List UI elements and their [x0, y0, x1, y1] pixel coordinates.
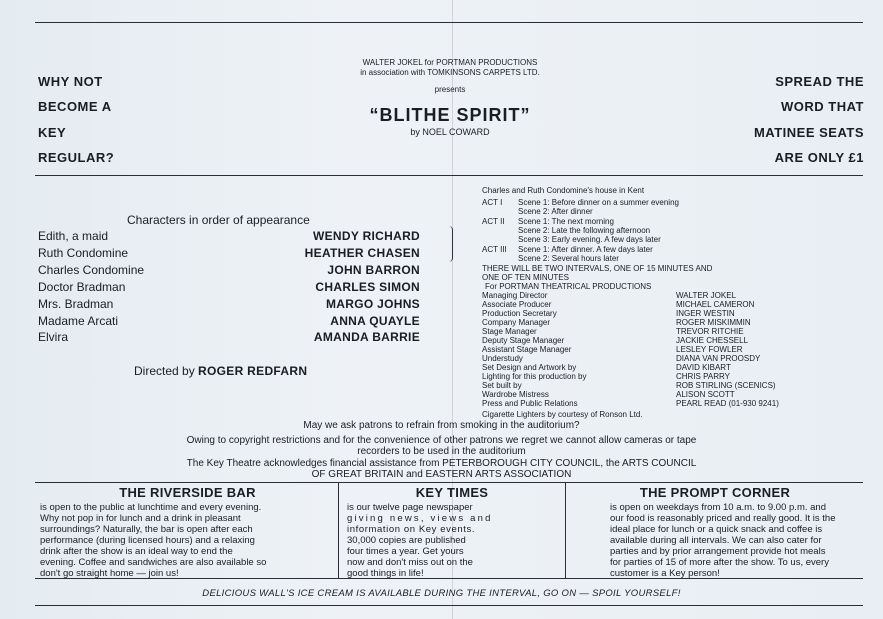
crew-role: Company Manager — [482, 318, 551, 327]
text-line: for parties of 15 of more after the show. To us, every — [610, 557, 829, 568]
text-line: good things in life! — [347, 568, 424, 579]
top-rule — [35, 22, 863, 23]
act-label: ACT I — [482, 198, 503, 207]
producer-line-1: WALTER JOKEL for PORTMAN PRODUCTIONS — [362, 58, 538, 67]
centre-bracket — [446, 226, 453, 262]
actor-name: HEATHER CHASEN — [304, 246, 420, 260]
text-line: Why not pop in for lunch and a drink in pleasant — [40, 513, 241, 524]
left-promo-line-4: REGULAR? — [38, 150, 115, 165]
actor-name: ANNA QUAYLE — [330, 314, 420, 328]
crew-name: CHRIS PARRY — [676, 372, 730, 381]
actor-name: JOHN BARRON — [327, 263, 420, 277]
crew-role: Assistant Stage Manager — [482, 345, 572, 354]
character-name: Charles Condomine — [38, 263, 145, 277]
crew-name: PEARL READ (01-930 9241) — [676, 399, 779, 408]
text-line: information on Key events. — [347, 524, 476, 535]
crew-name: ROB STIRLING (SCENICS) — [676, 381, 776, 390]
no-smoking-notice: May we ask patrons to refrain from smoking in the auditorium? — [303, 420, 580, 431]
right-promo-line-2: WORD THAT — [781, 99, 864, 114]
key-times-title: KEY TIMES — [415, 485, 489, 500]
funding-notice-line-1: The Key Theatre acknowledges financial assistance from PETERBOROUGH CITY COUNCIL, the ARTS COUNCIL — [186, 458, 697, 469]
left-promo-line-1: WHY NOT — [38, 74, 103, 89]
cast-row — [38, 330, 420, 346]
crew-name: TREVOR RITCHIE — [676, 327, 744, 336]
text-line: ideal place for lunch or a quick snack and coffee is — [610, 524, 823, 535]
act-label: ACT III — [482, 245, 507, 254]
header-bottom-rule — [35, 175, 863, 176]
copyright-notice-line-2: recorders to be used in the auditorium — [357, 446, 526, 457]
box-divider-left — [338, 482, 339, 578]
text-line: drink after the show is an ideal way to end the — [40, 546, 233, 557]
crew-role: Associate Producer — [482, 300, 552, 309]
producer-block — [300, 58, 600, 137]
cast-row — [38, 280, 420, 296]
crew-name: JACKIE CHESSELL — [676, 336, 749, 345]
cast-row — [38, 263, 420, 279]
director-credit — [134, 364, 307, 378]
crew-name: DAVID KIBART — [676, 363, 731, 372]
crew-name: LESLEY FOWLER — [676, 345, 743, 354]
play-title: “BLITHE SPIRIT” — [369, 104, 531, 125]
crew-role: Wardrobe Mistress — [482, 390, 549, 399]
crew-role: Set built by — [482, 381, 522, 390]
cast-row — [38, 229, 420, 245]
crew-role: Lighting for this production by — [482, 372, 587, 381]
character-name: Elvira — [38, 330, 69, 344]
footer-rule — [35, 605, 863, 606]
crew-role: Production Secretary — [482, 309, 557, 318]
crew-role: Understudy — [482, 354, 523, 363]
crew-name: ROGER MISKIMMIN — [676, 318, 751, 327]
director-name: ROGER REDFARN — [198, 364, 308, 378]
crew-role: Press and Public Relations — [482, 399, 578, 408]
cast-heading: Characters in order of appearance — [127, 213, 310, 227]
intervals-line-1: THERE WILL BE TWO INTERVALS, ONE OF 15 MINUTES AND — [482, 264, 713, 273]
producer-line-2: in association with TOMKINSONS CARPETS LTD. — [360, 67, 540, 77]
presents-text: presents — [434, 85, 466, 94]
crew-heading: For PORTMAN THEATRICAL PRODUCTIONS — [485, 282, 652, 291]
crew-role: Stage Manager — [482, 327, 537, 336]
text-line: evening. Coffee and sandwiches are also available so — [40, 557, 267, 568]
right-promo-line-4: ARE ONLY £1 — [774, 150, 864, 165]
text-line: customer is a Key person! — [610, 568, 720, 579]
text-line: surroundings? Naturally, the bar is open after each — [40, 524, 253, 535]
actor-name: MARGO JOHNS — [326, 297, 420, 311]
boxes-top-rule — [35, 482, 863, 483]
setting-text: Charles and Ruth Condomine's house in Kent — [482, 186, 645, 195]
act-label: ACT II — [482, 217, 505, 226]
left-promo-line-2: BECOME A — [38, 99, 112, 114]
scene-line: Scene 2: Several hours later — [518, 254, 619, 263]
actor-name: CHARLES SIMON — [315, 280, 420, 294]
text-line: giving news, views and — [347, 513, 493, 524]
text-line: 30,000 copies are published — [347, 535, 466, 546]
intervals-line-2: ONE OF TEN MINUTES — [482, 273, 569, 282]
cast-row — [38, 297, 420, 313]
directed-by-label: Directed by — [134, 364, 195, 378]
left-promo-line-3: KEY — [38, 125, 67, 140]
key-times-text — [347, 502, 559, 579]
crew-role: Set Design and Artwork by — [482, 363, 577, 372]
crew-name: INGER WESTIN — [676, 309, 735, 318]
prompt-corner-title: THE PROMPT CORNER — [639, 485, 791, 500]
riverside-bar-title: THE RIVERSIDE BAR — [119, 485, 256, 500]
crew-role: Managing Director — [482, 291, 548, 300]
actor-name: WENDY RICHARD — [312, 229, 420, 243]
right-promo-line-1: SPREAD THE — [775, 74, 864, 89]
box-divider-right — [565, 482, 566, 578]
crew-role: Deputy Stage Manager — [482, 336, 565, 345]
text-line: parties and by prior arrangement provide hot meals — [610, 546, 826, 557]
right-promo-line-3: MATINEE SEATS — [753, 125, 864, 140]
crew-name: ALISON SCOTT — [676, 390, 735, 399]
crew-name: DIANA VAN PROOSDY — [676, 354, 761, 363]
cast-row — [38, 314, 420, 330]
character-name: Madame Arcati — [38, 314, 119, 328]
scene-line: Scene 2: Late the following afternoon — [518, 226, 651, 235]
prompt-corner-text — [610, 502, 870, 579]
actor-name: AMANDA BARRIE — [313, 330, 420, 344]
scene-line: Scene 1: Before dinner on a summer evening — [518, 198, 679, 207]
scene-line: Scene 3: Early evening. A few days later — [518, 235, 661, 244]
text-line: is open to the public at lunchtime and every evening. — [40, 502, 262, 513]
funding-notice-line-2: OF GREAT BRITAIN and EASTERN ARTS ASSOCIATION — [311, 469, 572, 480]
cast-row — [38, 246, 420, 262]
text-line: is our twelve page newspaper — [347, 502, 473, 513]
text-line: is open on weekdays from 10 a.m. to 9.00 p.m. and — [610, 502, 826, 513]
copyright-notice-line-1: Owing to copyright restrictions and for the convenience of other patrons we regret we cannot allow cameras or tape — [186, 435, 697, 446]
text-line: our food is reasonably priced and really good. It is the — [610, 513, 836, 524]
scene-line: Scene 1: After dinner. A few days later — [518, 245, 653, 254]
character-name: Ruth Condomine — [38, 246, 129, 260]
scene-line: Scene 2: After dinner — [518, 207, 593, 216]
text-line: now and don't miss out on the — [347, 557, 473, 568]
text-line: available during all intervals. We can also cater for — [610, 535, 822, 546]
scene-line: Scene 1: The next morning — [518, 217, 614, 226]
ice-cream-footer: DELICIOUS WALL'S ICE CREAM IS AVAILABLE DURING THE INTERVAL, GO ON — SPOIL YOURSELF! — [202, 588, 681, 599]
character-name: Edith, a maid — [38, 229, 109, 243]
text-line: performance (during licensed hours) and a relaxing — [40, 535, 255, 546]
crew-name: MICHAEL CAMERON — [676, 300, 755, 309]
lighters-credit: Cigarette Lighters by courtesy of Ronson Ltd. — [482, 410, 643, 419]
text-line: four times a year. Get yours — [347, 546, 464, 557]
character-name: Doctor Bradman — [38, 280, 126, 294]
crew-name: WALTER JOKEL — [676, 291, 737, 300]
riverside-bar-text — [40, 502, 338, 579]
play-author: by NOEL COWARD — [410, 126, 490, 137]
character-name: Mrs. Bradman — [38, 297, 114, 311]
text-line: don't go straight home — join us! — [40, 568, 179, 579]
